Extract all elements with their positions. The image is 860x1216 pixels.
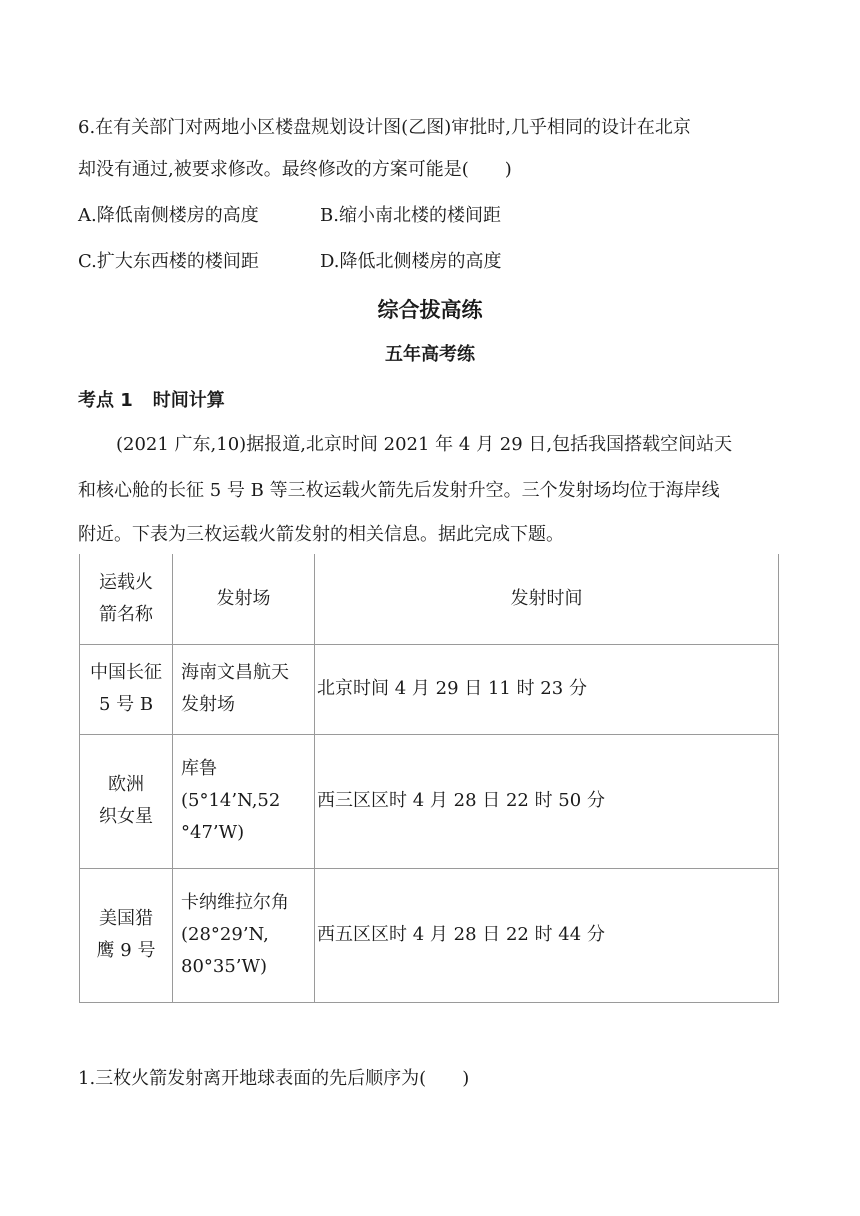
table-header-row (80, 554, 779, 644)
rocket-cell (80, 644, 173, 734)
rocket-cell (80, 868, 173, 1002)
table-row (80, 868, 779, 1002)
launch-info-table (79, 554, 779, 1003)
option-c: C.扩大东西楼的楼间距 (78, 251, 259, 272)
site-line: 发射场 (181, 694, 235, 715)
option-a: A.降低南侧楼房的高度 (78, 205, 259, 226)
header-site: 发射场 (173, 554, 315, 644)
site-line: 海南文昌航天 (181, 662, 289, 683)
header-rocket-line-2: 箭名称 (99, 603, 153, 625)
question-6-line-1: 6.在有关部门对两地小区楼盘规划设计图(乙图)审批时,几乎相同的设计在北京 (78, 117, 691, 138)
site-line: (28°29’N, (181, 924, 269, 945)
kaodian-heading (78, 386, 225, 412)
option-b: B.缩小南北楼的楼间距 (320, 205, 501, 226)
rocket-line: 美国猎 (99, 908, 153, 929)
site-line: 80°35’W) (181, 956, 268, 977)
rocket-cell (80, 734, 173, 868)
intro-line-2: 和核心舱的长征 5 号 B 等三枚运载火箭先后发射升空。三个发射场均位于海岸线 (78, 480, 720, 501)
question-6-line-2: 却没有通过,被要求修改。最终修改的方案可能是( ) (78, 159, 512, 180)
header-time: 发射时间 (315, 554, 779, 644)
time-cell: 北京时间 4 月 29 日 11 时 23 分 (315, 644, 779, 734)
intro-line-1: (2021 广东,10)据报道,北京时间 2021 年 4 月 29 日,包括我国搭载空间站天 (116, 434, 733, 455)
time-cell: 西五区区时 4 月 28 日 22 时 44 分 (315, 868, 779, 1002)
site-cell (173, 644, 315, 734)
table-row (80, 644, 779, 734)
kaodian-name: 时间计算 (152, 390, 225, 411)
kaodian-label: 考点 1 (78, 390, 133, 411)
site-line: °47’W) (181, 822, 245, 843)
site-cell (173, 868, 315, 1002)
section-subtitle: 五年高考练 (385, 344, 475, 365)
question-1: 1.三枚火箭发射离开地球表面的先后顺序为( ) (78, 1068, 470, 1089)
header-rocket-line-1: 运载火 (99, 571, 153, 593)
time-cell: 西三区区时 4 月 28 日 22 时 50 分 (315, 734, 779, 868)
intro-line-3: 附近。下表为三枚运载火箭发射的相关信息。据此完成下题。 (78, 524, 564, 545)
site-line: (5°14’N,52 (181, 790, 281, 811)
rocket-line: 5 号 B (98, 694, 154, 715)
option-d: D.降低北侧楼房的高度 (320, 251, 502, 272)
site-line: 卡纳维拉尔角 (181, 892, 289, 913)
rocket-line: 鹰 9 号 (96, 940, 156, 961)
rocket-line: 中国长征 (90, 662, 162, 683)
site-line: 库鲁 (181, 758, 217, 779)
table-row (80, 734, 779, 868)
rocket-line: 织女星 (99, 806, 153, 827)
site-cell (173, 734, 315, 868)
rocket-line: 欧洲 (108, 774, 144, 795)
header-rocket (80, 554, 173, 644)
section-title: 综合拔高练 (377, 298, 483, 322)
